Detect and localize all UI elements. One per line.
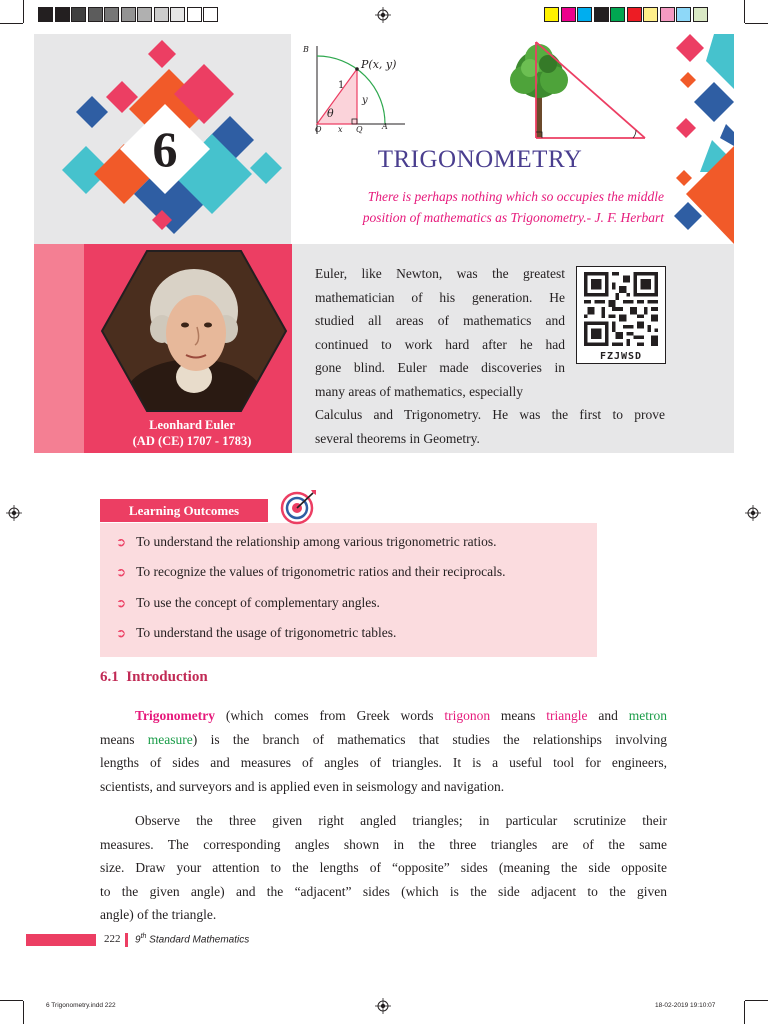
color-swatch — [627, 7, 642, 22]
registration-mark-icon — [375, 998, 391, 1014]
figure-label-one: 1 — [338, 80, 345, 91]
paragraph-line: Trigonometry (which comes from Greek words trigonon means triangle and metron — [135, 708, 667, 723]
section-number: 6.1 — [100, 669, 119, 685]
arrow-bullet-icon: ➲ — [116, 565, 127, 579]
unit-circle-figure — [300, 42, 410, 137]
biography-line: many areas of mathematics, especially — [315, 383, 524, 399]
target-icon — [280, 488, 318, 526]
color-swatch — [610, 7, 625, 22]
paragraph-line: lengths of sides and measures of angles of triangles. It is a useful tool for engineers, — [100, 755, 667, 770]
color-swatch — [676, 7, 691, 22]
crop-mark — [0, 23, 23, 24]
crop-mark — [745, 23, 768, 24]
term-measure: measure — [147, 731, 193, 747]
quote-line: There is perhaps nothing which so occupies the middle — [367, 189, 664, 204]
qr-code-label: FZJWSD — [599, 351, 643, 362]
paragraph-line: measures. The corresponding angles shown in the three triangles are of the same — [100, 836, 667, 852]
term-trigonon: trigonon — [444, 708, 491, 723]
color-swatch — [38, 7, 53, 22]
figure-label-o: O — [315, 125, 322, 134]
biography-line: continued to work hard after he had — [315, 336, 565, 352]
quote-line: position of mathematics as Trigonometry.- J. F. Herbart — [362, 210, 664, 225]
slug-filename: 6 Trigonometry.indd 222 — [46, 1002, 116, 1009]
paragraph-line: size. Draw your attention to the lengths of “opposite” sides (meaning the side opposite — [100, 860, 667, 875]
chapter-number: 6 — [152, 121, 178, 177]
biography-name: Leonhard Euler — [149, 418, 235, 432]
term-trigonometry: Trigonometry — [135, 708, 215, 723]
color-swatch — [55, 7, 70, 22]
color-swatch — [71, 7, 86, 22]
observe-paragraph — [100, 809, 667, 927]
qr-code-icon — [582, 272, 660, 346]
color-swatch — [203, 7, 218, 22]
euler-portrait — [100, 249, 288, 413]
color-swatch — [643, 7, 658, 22]
biography-accent-strip — [34, 244, 84, 453]
color-swatch — [594, 7, 609, 22]
paragraph-line: means measure) is the branch of mathematics that studies the relationships involving — [100, 731, 667, 747]
registration-mark-icon — [375, 7, 391, 23]
chapter-title: TRIGONOMETRY — [377, 146, 583, 173]
color-swatch — [693, 7, 708, 22]
paragraph-line: to the given angle) and the “adjacent” sides (which is the side adjacent to the given — [100, 883, 667, 899]
crop-mark — [0, 1000, 23, 1001]
arrow-bullet-icon: ➲ — [116, 535, 127, 549]
section-title: Introduction — [126, 669, 208, 685]
figure-label-x: x — [338, 125, 343, 134]
learning-outcomes-heading: Learning Outcomes — [100, 499, 268, 522]
figure-label-q: Q — [356, 125, 363, 134]
biography-line: several theorems in Geometry. — [315, 430, 480, 446]
color-swatch — [170, 7, 185, 22]
color-swatch — [154, 7, 169, 22]
learning-outcome-item: ➲ To understand the usage of trigonometric tables. — [116, 625, 397, 640]
chapter-quote — [300, 186, 664, 228]
learning-outcome-item: ➲ To recognize the values of trigonometric ratios and their reciprocals. — [116, 564, 506, 579]
biography-caption — [92, 417, 292, 449]
arrow-bullet-icon: ➲ — [116, 596, 127, 610]
figure-label-a: A — [382, 122, 388, 131]
term-metron: metron — [628, 708, 667, 723]
registration-mark-icon — [6, 505, 22, 521]
tree-triangle-figure — [500, 38, 660, 142]
book-title: 9th Standard Mathematics — [135, 933, 250, 946]
color-swatch — [104, 7, 119, 22]
color-swatch — [187, 7, 202, 22]
figure-label-p: P(x, y) — [361, 58, 397, 71]
learning-outcome-item: ➲ To understand the relationship among various trigonometric ratios. — [116, 534, 497, 549]
slug-timestamp: 18-02-2019 19:10:07 — [655, 1002, 716, 1009]
figure-label-y: y — [362, 95, 368, 106]
biography-line: Euler, like Newton, was the greatest — [315, 266, 565, 281]
term-triangle: triangle — [546, 708, 588, 723]
section-heading — [100, 669, 208, 686]
learning-outcome-item: ➲ To use the concept of complementary angles. — [116, 595, 380, 610]
crop-mark — [745, 1000, 768, 1001]
qr-code[interactable] — [576, 266, 666, 364]
paragraph-line: scientists, and surveyors and is applied even in seismology and navigation. — [100, 778, 505, 794]
footer-separator — [125, 933, 128, 947]
intro-paragraph — [100, 704, 667, 798]
color-swatch — [660, 7, 675, 22]
crop-mark — [23, 0, 24, 23]
registration-mark-icon — [745, 505, 761, 521]
color-swatch — [544, 7, 559, 22]
color-swatch — [137, 7, 152, 22]
page-number: 222 — [104, 933, 121, 945]
color-swatch — [121, 7, 136, 22]
biography-line: mathematician of his generation. He — [315, 289, 565, 305]
biography-line: gone blind. Euler made discoveries in — [315, 360, 565, 375]
color-swatch — [577, 7, 592, 22]
arrow-bullet-icon: ➲ — [116, 626, 127, 640]
color-swatch — [561, 7, 576, 22]
biography-line: Calculus and Trigonometry. He was the first to prove — [315, 407, 665, 422]
paragraph-line: Observe the three given right angled triangles; in particular scrutinize their — [135, 813, 667, 828]
biography-line: studied all areas of mathematics and — [315, 313, 565, 328]
crop-mark — [744, 0, 745, 23]
crop-mark — [23, 1001, 24, 1024]
figure-label-b: B — [303, 45, 309, 54]
crop-mark — [744, 1001, 745, 1024]
learning-outcomes-box — [100, 523, 597, 657]
footer-bar — [26, 934, 96, 946]
figure-label-theta: θ — [327, 107, 334, 120]
color-swatch — [88, 7, 103, 22]
biography-dates: (AD (CE) 1707 - 1783) — [132, 434, 252, 448]
paragraph-line: angle) of the triangle. — [100, 907, 217, 922]
